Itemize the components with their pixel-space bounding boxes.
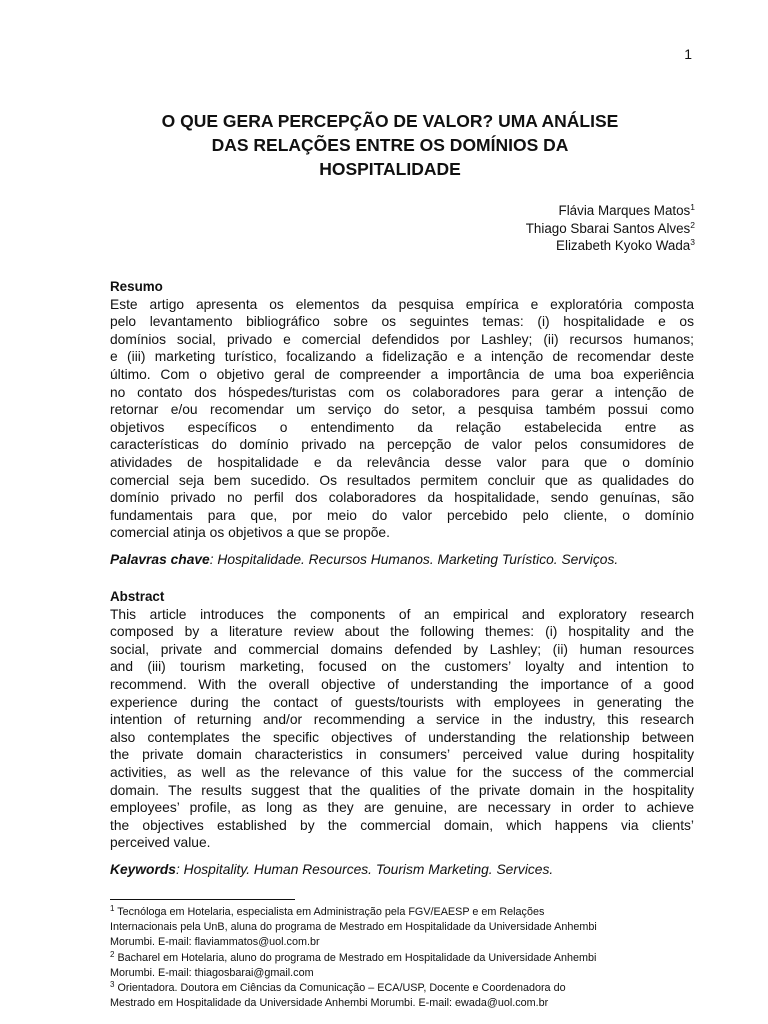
footnote-text: Morumbi. E-mail: thiagosbarai@gmail.com: [110, 966, 314, 979]
text-line: also contemplates the specific objectives of understanding the relationship between: [110, 729, 694, 745]
text-line: activities, as well as the relevance of this value for the success of the commercial: [110, 764, 694, 780]
palavras-chave-values: : Hospitalidade. Recursos Humanos. Marketing Turístico. Serviços.: [209, 552, 619, 567]
author-name: Elizabeth Kyoko Wada: [556, 238, 691, 253]
footnote-2: [110, 951, 694, 966]
abstract-section: [110, 588, 694, 852]
footnote-mark: 3: [110, 980, 115, 990]
text-line: e (iii) marketing turístico, focalizando a fidelização e a intenção de recomendar deste: [110, 349, 694, 365]
author: [526, 237, 695, 255]
text-line: comercial seja bem sucedido. Os resultados permitem concluir que as qualidades do: [110, 472, 694, 488]
author-list: [526, 202, 695, 255]
footnote-1: [110, 905, 694, 920]
text-line: comercial atinja os objetivos a que se propõe.: [110, 525, 390, 541]
resumo-heading: Resumo: [110, 279, 163, 294]
footnote-3: [110, 981, 694, 996]
footnote-text: Morumbi. E-mail: flaviammatos@uol.com.br: [110, 936, 320, 949]
text-line: the objectives established by the commercial domain, which happens via clients’: [110, 817, 694, 833]
title-line: DAS RELAÇÕES ENTRE OS DOMÍNIOS DA: [211, 135, 569, 155]
palavras-chave: [110, 552, 618, 567]
text-line: fundamentais para que, por meio do valor percebido pelo cliente, o domínio: [110, 507, 694, 523]
footnote-text: Orientadora. Doutora em Ciências da Comunicação – ECA/USP, Docente e Coordenadora do: [114, 982, 566, 995]
keywords-label: Keywords: [110, 862, 176, 877]
keywords-values: : Hospitality. Human Resources. Tourism Marketing. Services.: [175, 862, 554, 877]
footnote-mark: 2: [110, 949, 115, 959]
text-line: intention of returning and/or recommending a service in the industry, this research: [110, 712, 694, 728]
resumo-section: [110, 278, 694, 542]
text-line: and (iii) tourism marketing, focused on the customers’ loyalty and intention to: [110, 659, 694, 675]
author-name: Flávia Marques Matos: [558, 203, 691, 218]
text-line: características do domínio privado na percepção de valor pelos consumidores de: [110, 437, 694, 453]
footnote-mark[interactable]: 2: [690, 219, 695, 230]
text-line: perceived value.: [110, 835, 211, 851]
text-line: domínio privado no perfil dos colaboradores da hospitalidade, sendo genuínas, são: [110, 490, 694, 506]
abstract-heading: Abstract: [110, 589, 165, 604]
text-line: no contato dos hóspedes/turistas com os colaboradores para gerar a intenção de: [110, 384, 694, 400]
title-line: O QUE GERA PERCEPÇÃO DE VALOR? UMA ANÁLISE: [161, 111, 619, 131]
footnote-text: Mestrado em Hospitalidade da Universidade Anhembi Morumbi. E-mail: ewada@uol.com.br: [110, 997, 549, 1010]
author-name: Thiago Sbarai Santos Alves: [525, 220, 691, 236]
paper-title: [100, 109, 680, 181]
footnotes: [110, 905, 694, 1011]
text-line: Este artigo apresenta os elementos da pesquisa empírica e exploratória composta: [110, 296, 694, 312]
text-line: retornar e/ou recomendar um serviço do setor, a pesquisa também possui como: [110, 402, 694, 418]
abstract-body: [110, 606, 694, 852]
text-line: social, private and commercial domains defended by Lashley; (ii) human resources: [110, 641, 694, 657]
text-line: experience during the contact of guests/tourists with employees in generating the: [110, 694, 694, 710]
footnote-text: Tecnóloga em Hotelaria, especialista em Administração pela FGV/EAESP e em Relações: [114, 906, 545, 918]
text-line: This article introduces the components of an empirical and exploratory research: [110, 606, 694, 622]
text-line: último. Com o objetivo geral de compreender a importância de uma boa experiência: [110, 366, 694, 382]
resumo-body: [110, 296, 694, 542]
title-line: HOSPITALIDADE: [319, 159, 461, 179]
text-line: composed by a literature review about the following themes: (i) hospitality and the: [110, 624, 694, 640]
text-line: domínios social, privado e comercial defendidos por Lashley; (ii) recursos humanos;: [110, 331, 694, 347]
text-line: employees’ profile, as long as they are genuine, are necessary in order to achieve: [110, 800, 694, 816]
text-line: recommend. With the overall objective of understanding the importance of a good: [110, 676, 694, 692]
author: [526, 220, 695, 238]
footnote-divider: [110, 899, 295, 900]
page-number: 1: [684, 46, 692, 62]
text-line: domain. The results suggest that the qualities of the private domain in the hospitality: [110, 782, 694, 798]
text-line: objetivos específicos o entendimento da relação estabelecida entre as: [110, 419, 694, 435]
text-line: the private domain characteristics in consumers’ perceived value during hospitality: [110, 747, 694, 763]
footnote-mark: 1: [110, 904, 115, 913]
footnote-text: Internacionais pela UnB, aluna do programa de Mestrado em Hospitalidade da Universidade Anhembi: [110, 921, 597, 934]
footnote-text: Bacharel em Hotelaria, aluno do programa de Mestrado em Hospitalidade da Universidade Anhembi: [114, 951, 597, 964]
text-line: atividades de hospitalidade e da relevância desse valor para que o domínio: [110, 454, 694, 470]
text-line: pelo levantamento bibliográfico sobre os seguintes temas: (i) hospitalidade e os: [110, 314, 694, 330]
footnote-mark[interactable]: 3: [690, 237, 695, 247]
palavras-chave-label: Palavras chave: [110, 552, 210, 567]
keywords: [110, 862, 553, 877]
author: [526, 202, 695, 220]
footnote-mark[interactable]: 1: [690, 202, 695, 212]
